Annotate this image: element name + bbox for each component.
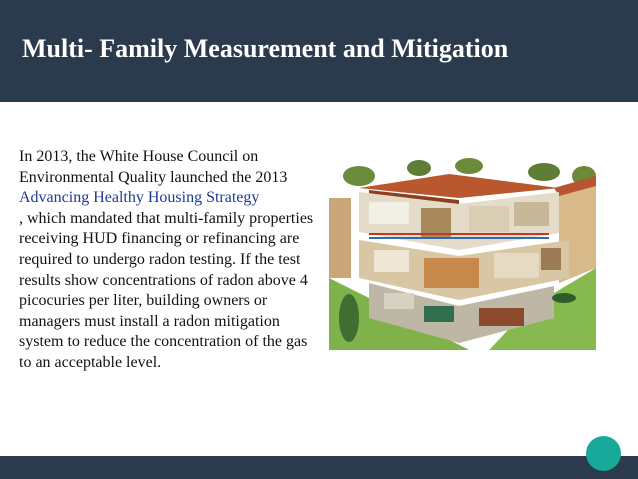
strategy-link[interactable]: Advancing Healthy Housing Strategy [19, 189, 260, 207]
paragraph-intro: In 2013, the White House Council on Environmental Quality launched the 2013 [19, 148, 288, 186]
accent-circle [586, 436, 621, 471]
header-bar [0, 0, 638, 102]
paragraph-body: , which mandated that multi-family properties receiving HUD financing or refinancing are required to undergo radon testing. If the test results show concentrations of radon above 4 picocuries per liter, building owners or managers must install a radon mitigation system to reduce the concentration of the gas to an acceptable level. [19, 209, 314, 371]
slide-title: Multi- Family Measurement and Mitigation [22, 34, 509, 63]
footer-bar [0, 456, 638, 479]
house-cutaway-image [329, 158, 596, 350]
body-paragraph [19, 147, 315, 374]
